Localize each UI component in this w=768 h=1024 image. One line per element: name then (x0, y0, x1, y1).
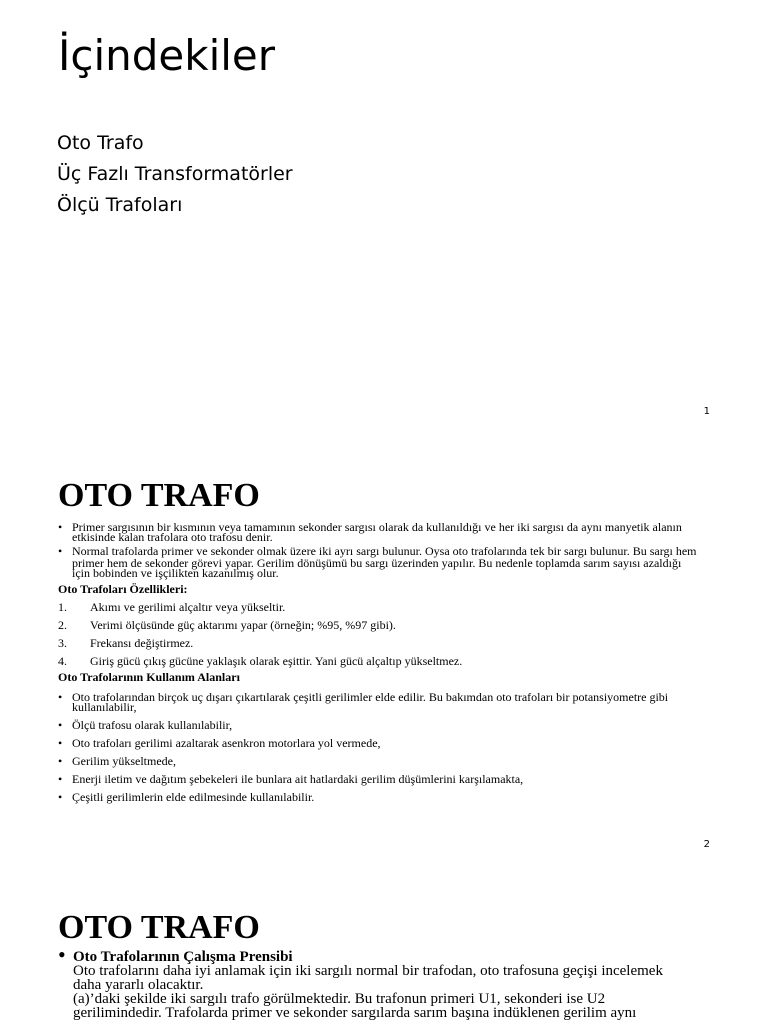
page-number: 1 (703, 406, 710, 417)
usage-heading: Oto Trafolarının Kullanım Alanları (58, 670, 240, 684)
feature-text: Akımı ve gerilimi alçaltır veya yükseltir. (90, 600, 286, 614)
feature-item (58, 620, 698, 630)
feature-text: Frekansı değiştirmez. (90, 636, 194, 650)
slide-title: OTO TRAFO (58, 909, 260, 946)
slide-title: OTO TRAFO (58, 477, 260, 514)
usage-item: • Enerji iletim ve dağıtım şebekeleri ile bunlara ait hatlardaki gerilim düşümlerini karşılamakta, (58, 774, 698, 784)
slide-content (58, 950, 718, 1020)
feature-item (58, 638, 698, 648)
feature-number: 3. (58, 636, 67, 650)
feature-item (58, 656, 698, 666)
contents-list (57, 128, 293, 221)
usage-item: • Ölçü trafosu olarak kullanılabilir, (58, 720, 698, 730)
feature-number: 2. (58, 618, 67, 632)
feature-text: Verimi ölçüsünde güç aktarımı yapar (örneğin; %95, %97 gibi). (90, 618, 396, 632)
contents-title: İçindekiler (58, 31, 276, 80)
contents-item-oto-trafo: Oto Trafo (57, 132, 144, 154)
principle-line: (a)’daki şekilde iki sargılı trafo görülmektedir. Bu trafonun primeri U1, sekonderi ise U2 (73, 991, 606, 1007)
principle-line: daha yararlı olacaktır. (73, 977, 204, 993)
page-number: 2 (703, 839, 710, 850)
bullet-definition: • Primer sargısının bir kısmının veya tamamının sekonder sargısı olarak da kullanıldığı ve her iki sargısı da aynı manyetik alanın etkisinde kalan trafolara oto trafosu denir. (58, 522, 698, 542)
feature-number: 1. (58, 600, 67, 614)
contents-item-olcu-trafolari: Ölçü Trafoları (57, 194, 183, 216)
features-heading: Oto Trafoları Özellikleri: (58, 582, 188, 596)
bullet-normal-trafo-part1: Normal trafolarda primer ve sekonder olmak üzere iki ayrı sargı bulunur. Oysa oto trafolarında tek bir sargı bulunur. Bu sargı hem (72, 544, 697, 558)
principle-line: Oto trafolarını daha iyi anlamak için iki sargılı normal bir trafodan, oto trafosuna geçişi incelemek (73, 963, 663, 979)
feature-text: Giriş gücü çıkış gücüne yaklaşık olarak eşittir. Yani gücü alçaltıp yükseltmez. (90, 654, 463, 668)
usage-item: • Gerilim yükseltmede, (58, 756, 698, 766)
principle-heading: • Oto Trafolarının Çalışma Prensibi (73, 949, 293, 965)
usage-item: • Oto trafoları gerilimi azaltarak asenkron motorlara yol vermede, (58, 738, 698, 748)
slide-oto-trafo-prensip (0, 864, 768, 1024)
feature-number: 4. (58, 654, 67, 668)
principle-line: gerilimindedir. Trafolarda primer ve sekonder sargılarda sarım başına indüklenen gerilim aynı (73, 1005, 637, 1021)
bullet-normal-trafo-part2: primer hem de sekonder görevi yapar. Gerilim dönüşümü bu sargı üzerinden yapılır. Bu nedenle toplamda sarım sayısı azaldığı için bobinden ve işçilikten kazanılmış olur. (72, 556, 682, 580)
feature-item (58, 602, 698, 612)
slide-contents (0, 0, 768, 432)
bullet-normal-trafo (58, 546, 698, 556)
contents-item-uc-fazli: Üç Fazlı Transformatörler (57, 163, 293, 185)
principle-bullet (58, 950, 718, 1020)
slide-oto-trafo (0, 432, 768, 864)
usage-item: • Çeşitli gerilimlerin elde edilmesinde kullanılabilir. (58, 792, 698, 802)
slide-content (58, 522, 698, 802)
usage-item: • Oto trafolarından birçok uç dışarı çıkartılarak çeşitli gerilimler elde edilir. Bu bakımdan oto trafoları bir potansiyometre gibi kullanılabilir, (58, 692, 698, 712)
